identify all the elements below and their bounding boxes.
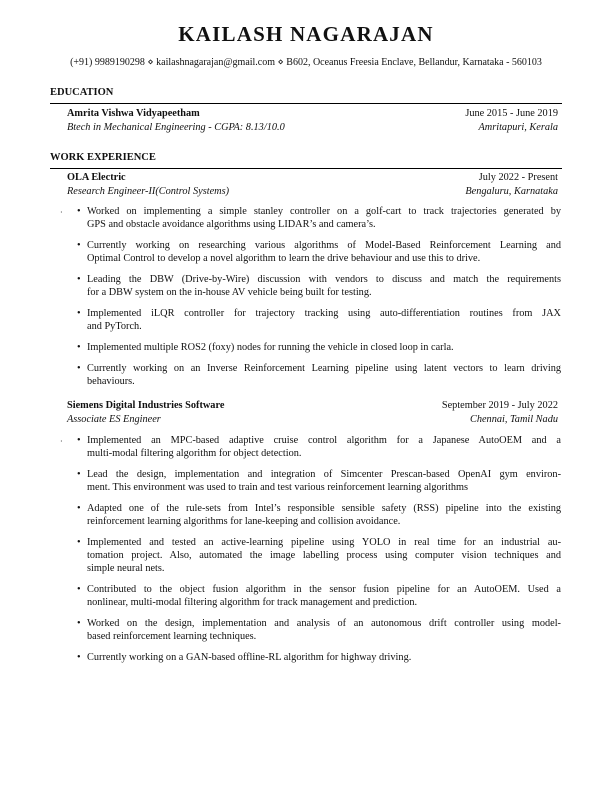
bullet-line: GPS and obstacle avoidance algorithms using LIDAR’s and camera’s.: [87, 219, 376, 230]
bullet-line: Worked on implementing a simple stanley controller on a golf-cart to track trajectories generated by: [87, 206, 561, 217]
work-rule: [50, 168, 562, 169]
education-entry: [67, 107, 558, 135]
bullet-item: [77, 362, 561, 388]
work-heading: WORK EXPERIENCE: [50, 152, 156, 163]
school-name: Amrita Vishwa Vidyapeetham: [67, 108, 200, 119]
job-role: Research Engineer-II(Control Systems): [67, 186, 230, 197]
bullet-icon: •: [77, 308, 81, 319]
bullet-line: Worked on the design, implementation and analysis of an autonomous drift controller using model-: [87, 618, 561, 629]
company-name: OLA Electric: [67, 172, 126, 183]
bullet-item: [77, 536, 561, 575]
bullet-list: [77, 434, 561, 672]
bullet-icon: •: [77, 584, 81, 595]
bullet-icon: •: [77, 503, 81, 514]
bullet-icon: •: [77, 618, 81, 629]
contact-info: (+91) 9989190298 ⋄ kailashnagarajan@gmail.com ⋄ B602, Oceanus Freesia Enclave, Bellandur, Karnataka - 560103: [70, 57, 542, 68]
bullet-line: Implemented iLQR controller for trajectory tracking using auto-differentiation routines from JAX: [87, 308, 561, 319]
bullet-item: [77, 434, 561, 460]
bullet-line: Implemented and tested an active-learning pipeline using YOLO in real time for an industrial au-: [87, 537, 561, 548]
bullet-line: multi-modal filtering algorithm for object detection.: [87, 448, 302, 459]
bullet-line: Currently working on researching various algorithms of Model-Based Reinforcement Learning and: [87, 240, 561, 251]
education-heading: EDUCATION: [50, 87, 114, 98]
bullet-line: based reinforcement learning techniques.: [87, 631, 257, 642]
bullet-icon: •: [77, 652, 81, 663]
stray-mark: ·: [60, 208, 63, 217]
bullet-icon: •: [77, 537, 81, 548]
bullet-item: [77, 205, 561, 231]
job-entry: [67, 171, 558, 199]
bullet-item: [77, 583, 561, 609]
bullet-line: for a DBW system on the in-house AV vehicle being built for testing.: [87, 287, 372, 298]
bullet-line: and PyTorch.: [87, 321, 142, 332]
bullet-item: [77, 651, 561, 664]
bullet-line: Currently working on a GAN-based offline-RL algorithm for highway driving.: [87, 652, 412, 663]
bullet-item: [77, 307, 561, 333]
degree: Btech in Mechanical Engineering - CGPA: 8.13/10.0: [67, 122, 285, 133]
bullet-icon: •: [77, 342, 81, 353]
bullet-icon: •: [77, 363, 81, 374]
job-dates: July 2022 - Present: [478, 172, 558, 183]
bullet-line: Leading the DBW (Drive-by-Wire) discussion with vendors to discuss and match the requirements: [87, 274, 561, 285]
bullet-line: Optimal Control to develop a novel algorithm to learn the drive behaviour and use this to drive.: [87, 253, 481, 264]
bullet-item: [77, 239, 561, 265]
company-name: Siemens Digital Industries Software: [67, 400, 225, 411]
bullet-line: Currently working on an Inverse Reinforcement Learning pipeline using latent vectors to learn driving: [87, 363, 561, 374]
education-location: Amritapuri, Kerala: [478, 122, 558, 133]
bullet-line: Contributed to the object fusion algorithm in the sensor fusion pipeline for an AutoOEM. Used a: [87, 584, 561, 595]
bullet-line: nonlinear, multi-modal filtering algorithm for track management and prediction.: [87, 597, 418, 608]
stray-mark: ·: [60, 437, 63, 446]
education-rule: [50, 103, 562, 104]
bullet-icon: •: [77, 435, 81, 446]
bullet-line: tomation project. Also, automated the image labelling process using computer vision techniques and: [87, 550, 561, 561]
bullet-item: [77, 502, 561, 528]
bullet-item: [77, 341, 561, 354]
job-entry: [67, 399, 558, 427]
job-dates: September 2019 - July 2022: [441, 400, 558, 411]
job-role: Associate ES Engineer: [67, 414, 161, 425]
bullet-icon: •: [77, 274, 81, 285]
bullet-item: [77, 617, 561, 643]
bullet-icon: •: [77, 206, 81, 217]
bullet-line: reinforcement learning algorithms for lane-keeping and collision avoidance.: [87, 516, 401, 527]
bullet-line: Adapted one of the rule-sets from Intel’s responsible sensible safety (RSS) pipeline into the existing: [87, 503, 561, 514]
job-location: Bengaluru, Karnataka: [465, 186, 558, 197]
bullet-line: behaviours.: [87, 376, 135, 387]
bullet-item: [77, 468, 561, 494]
bullet-icon: •: [77, 240, 81, 251]
job-location: Chennai, Tamil Nadu: [469, 414, 558, 425]
bullet-item: [77, 273, 561, 299]
bullet-line: Lead the design, implementation and integration of Simcenter Prescan-based OpenAI gym environ-: [87, 469, 561, 480]
bullet-line: ment. This environment was used to train and test various reinforcement learning algorithms: [87, 482, 468, 493]
bullet-list: [77, 205, 561, 396]
bullet-line: Implemented an MPC-based adaptive cruise control algorithm for a Japanese AutoOEM and a: [87, 435, 561, 446]
bullet-line: simple neural nets.: [87, 563, 165, 574]
bullet-line: Implemented multiple ROS2 (foxy) nodes for running the vehicle in closed loop in carla.: [87, 342, 454, 353]
education-dates: June 2015 - June 2019: [465, 108, 558, 119]
candidate-name: KAILASH NAGARAJAN: [178, 22, 434, 46]
bullet-icon: •: [77, 469, 81, 480]
